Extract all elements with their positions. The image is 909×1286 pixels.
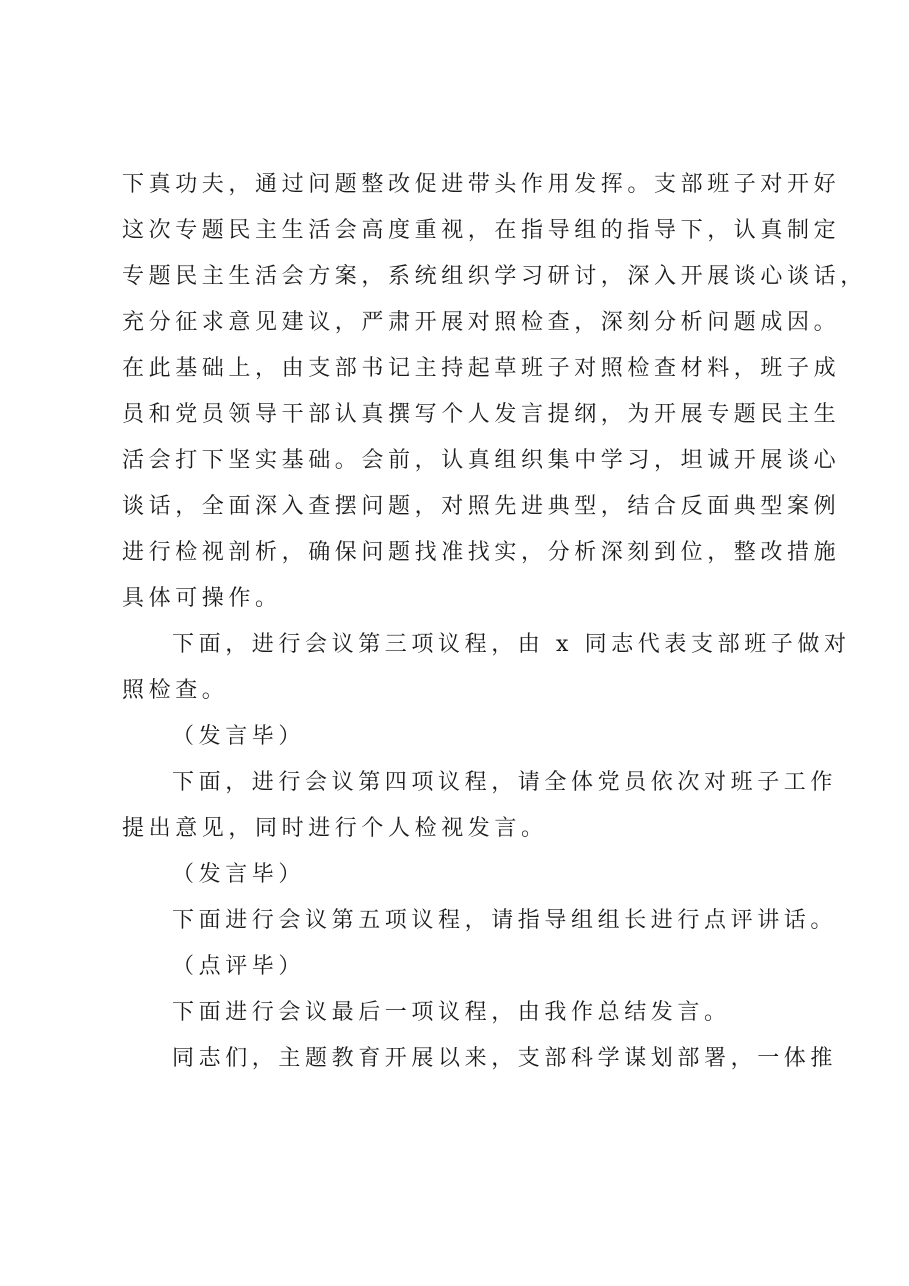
text-line: 充分征求意见建议，严肃开展对照检查，深刻分析问题成因。	[122, 310, 841, 335]
text-line: （发言毕）	[172, 724, 306, 749]
text-line: 进行检视剖析，确保问题找准找实，分析深刻到位，整改措施	[122, 540, 841, 565]
text-line: （发言毕）	[172, 862, 306, 887]
text-line: 同志们，主题教育开展以来，支部科学谋划部署，一体推	[172, 1046, 838, 1071]
text-line: （点评毕）	[172, 954, 306, 979]
text-line: 这次专题民主生活会高度重视，在指导组的指导下，认真制定	[122, 218, 841, 243]
text-line: 提出意见，同时进行个人检视发言。	[122, 816, 548, 841]
text-line: 专题民主生活会方案，系统组织学习研讨，深入开展谈心谈话，	[122, 264, 867, 289]
text-line: 照检查。	[122, 678, 229, 703]
text-line: 具体可操作。	[122, 586, 282, 611]
text-line: 活会打下坚实基础。会前，认真组织集中学习，坦诚开展谈心	[122, 448, 841, 473]
text-line: 下面，进行会议第四项议程，请全体党员依次对班子工作	[172, 770, 838, 795]
text-line: 员和党员领导干部认真撰写个人发言提纲，为开展专题民主生	[122, 402, 841, 427]
text-line: 在此基础上，由支部书记主持起草班子对照检查材料，班子成	[122, 356, 841, 381]
text-line: 下真功夫，通过问题整改促进带头作用发挥。支部班子对开好	[122, 172, 841, 197]
text-line: 下面进行会议第五项议程，请指导组组长进行点评讲话。	[172, 908, 838, 933]
text-line: 谈话，全面深入查摆问题，对照先进典型，结合反面典型案例	[122, 494, 841, 519]
text-line: 下面，进行会议第三项议程，由 x 同志代表支部班子做对	[172, 632, 851, 657]
text-line: 下面进行会议最后一项议程，由我作总结发言。	[172, 1000, 731, 1025]
